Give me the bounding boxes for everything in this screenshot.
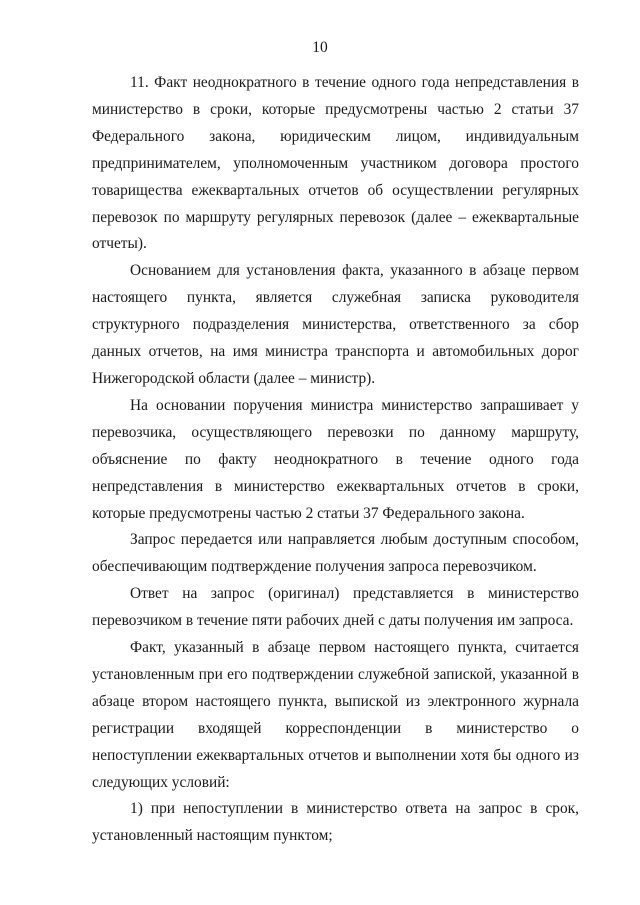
paragraph-response: Ответ на запрос (оригинал) представляется в министерство перевозчиком в течение пяти рабочих дней с даты получения им запроса.: [92, 585, 579, 630]
paragraph-conditions: Факт, указанный в абзаце первом настоящего пункта, считается установленным при его подтверждении служебной запиской, указанной в абзаце втором настоящего пункта, выпиской из электронного журнала регистрации входящей корреспонденции в министерство о непоступлении ежеквартальных отчетов и выполнении хотя бы одного из следующих условий:: [92, 639, 579, 791]
paragraph-basis: Основанием для установления факта, указанного в абзаце первом настоящего пункта, является служебная записка руководителя структурного подразделения министерства, ответственного за сбор данных отчетов, на имя министра транспорта и автомобильных дорог Нижегородской области (далее – министр).: [92, 262, 579, 387]
paragraph-item-11: 11. Факт неоднократного в течение одного года непредставления в министерство в сроки, которые предусмотрены частью 2 статьи 37 Федерального закона, юридическим лицом, индивидуальным предпринимателем, уполномоченным участником договора простого товарищества ежеквартальных отчетов об осуществлении регулярных перевозок по маршруту регулярных перевозок (далее – ежеквартальные отчеты).: [92, 74, 579, 253]
paragraph-delivery: Запрос передается или направляется любым доступным способом, обеспечивающим подтверждение получения запроса перевозчиком.: [92, 531, 579, 576]
page-number: 10: [312, 39, 328, 56]
document-body: [92, 70, 579, 850]
paragraph-condition-1: 1) при непоступлении в министерство ответа на запрос в срок, установленный настоящим пунктом;: [92, 800, 579, 845]
paragraph-request: На основании поручения министра министерство запрашивает у перевозчика, осуществляющего перевозки по данному маршруту, объяснение по факту неоднократного в течение одного года непредставления в министерство ежеквартальных отчетов в сроки, которые предусмотрены частью 2 статьи 37 Федерального закона.: [92, 396, 579, 522]
